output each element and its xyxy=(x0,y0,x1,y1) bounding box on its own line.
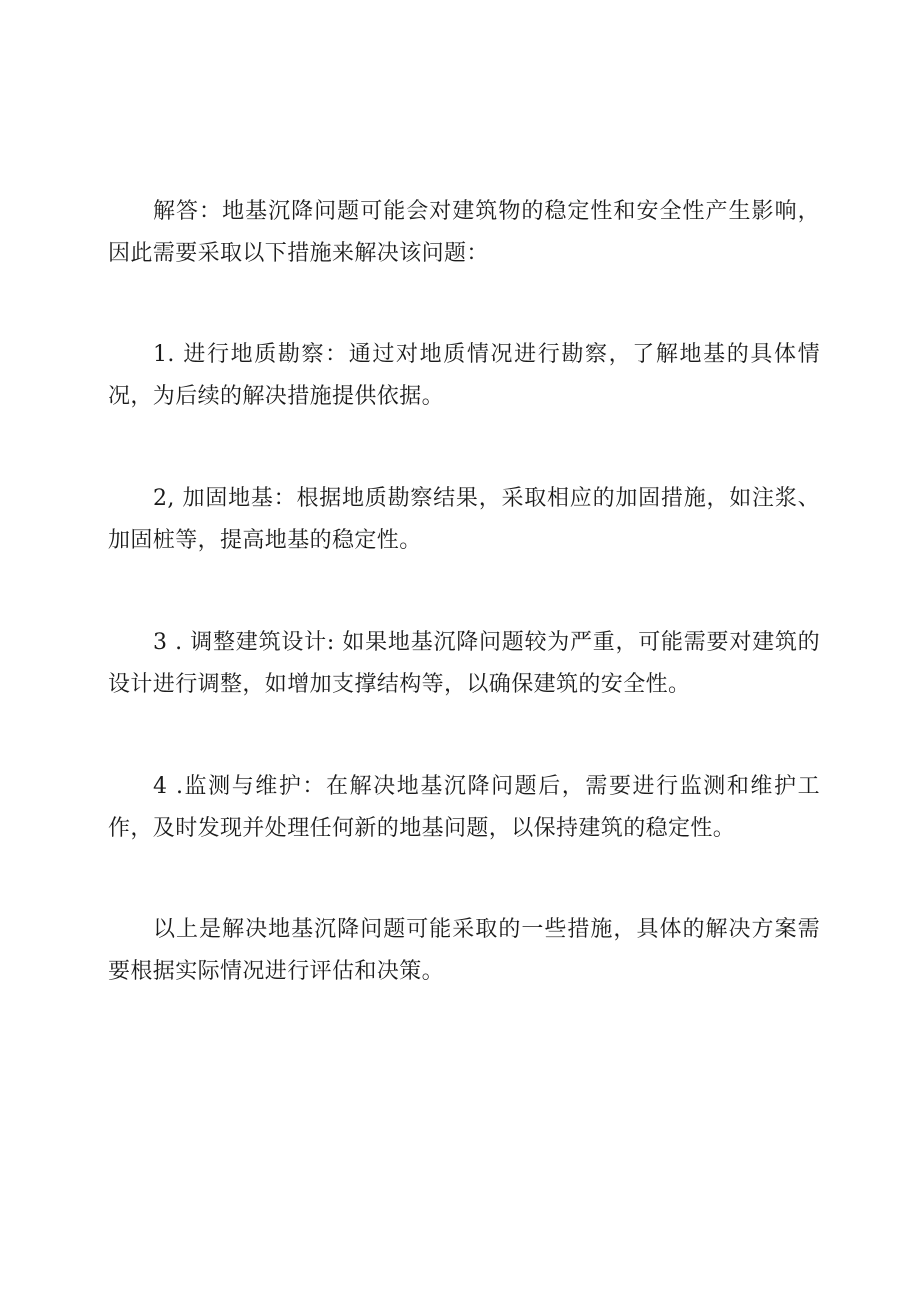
measure-4-paragraph: 4 .监测与维护：在解决地基沉降问题后，需要进行监测和维护工作，及时发现并处理任何新的地基问题，以保持建筑的稳定性。 xyxy=(108,774,820,841)
conclusion-paragraph: 以上是解决地基沉降问题可能采取的一些措施，具体的解决方案需要根据实际情况进行评估和决策。 xyxy=(108,917,820,984)
measure-2-paragraph: 2, 加固地基：根据地质勘察结果，采取相应的加固措施，如注浆、加固桩等，提高地基的稳定性。 xyxy=(108,486,820,553)
answer-intro-paragraph: 解答：地基沉降问题可能会对建筑物的稳定性和安全性产生影响，因此需要采取以下措施来解决该问题： xyxy=(108,199,820,266)
measure-1-paragraph: 1. 进行地质勘察：通过对地质情况进行勘察，了解地基的具体情况，为后续的解决措施提供依据。 xyxy=(108,342,820,409)
measure-3-paragraph: 3 . 调整建筑设计: 如果地基沉降问题较为严重，可能需要对建筑的设计进行调整，如增加支撑结构等，以确保建筑的安全性。 xyxy=(108,630,820,697)
